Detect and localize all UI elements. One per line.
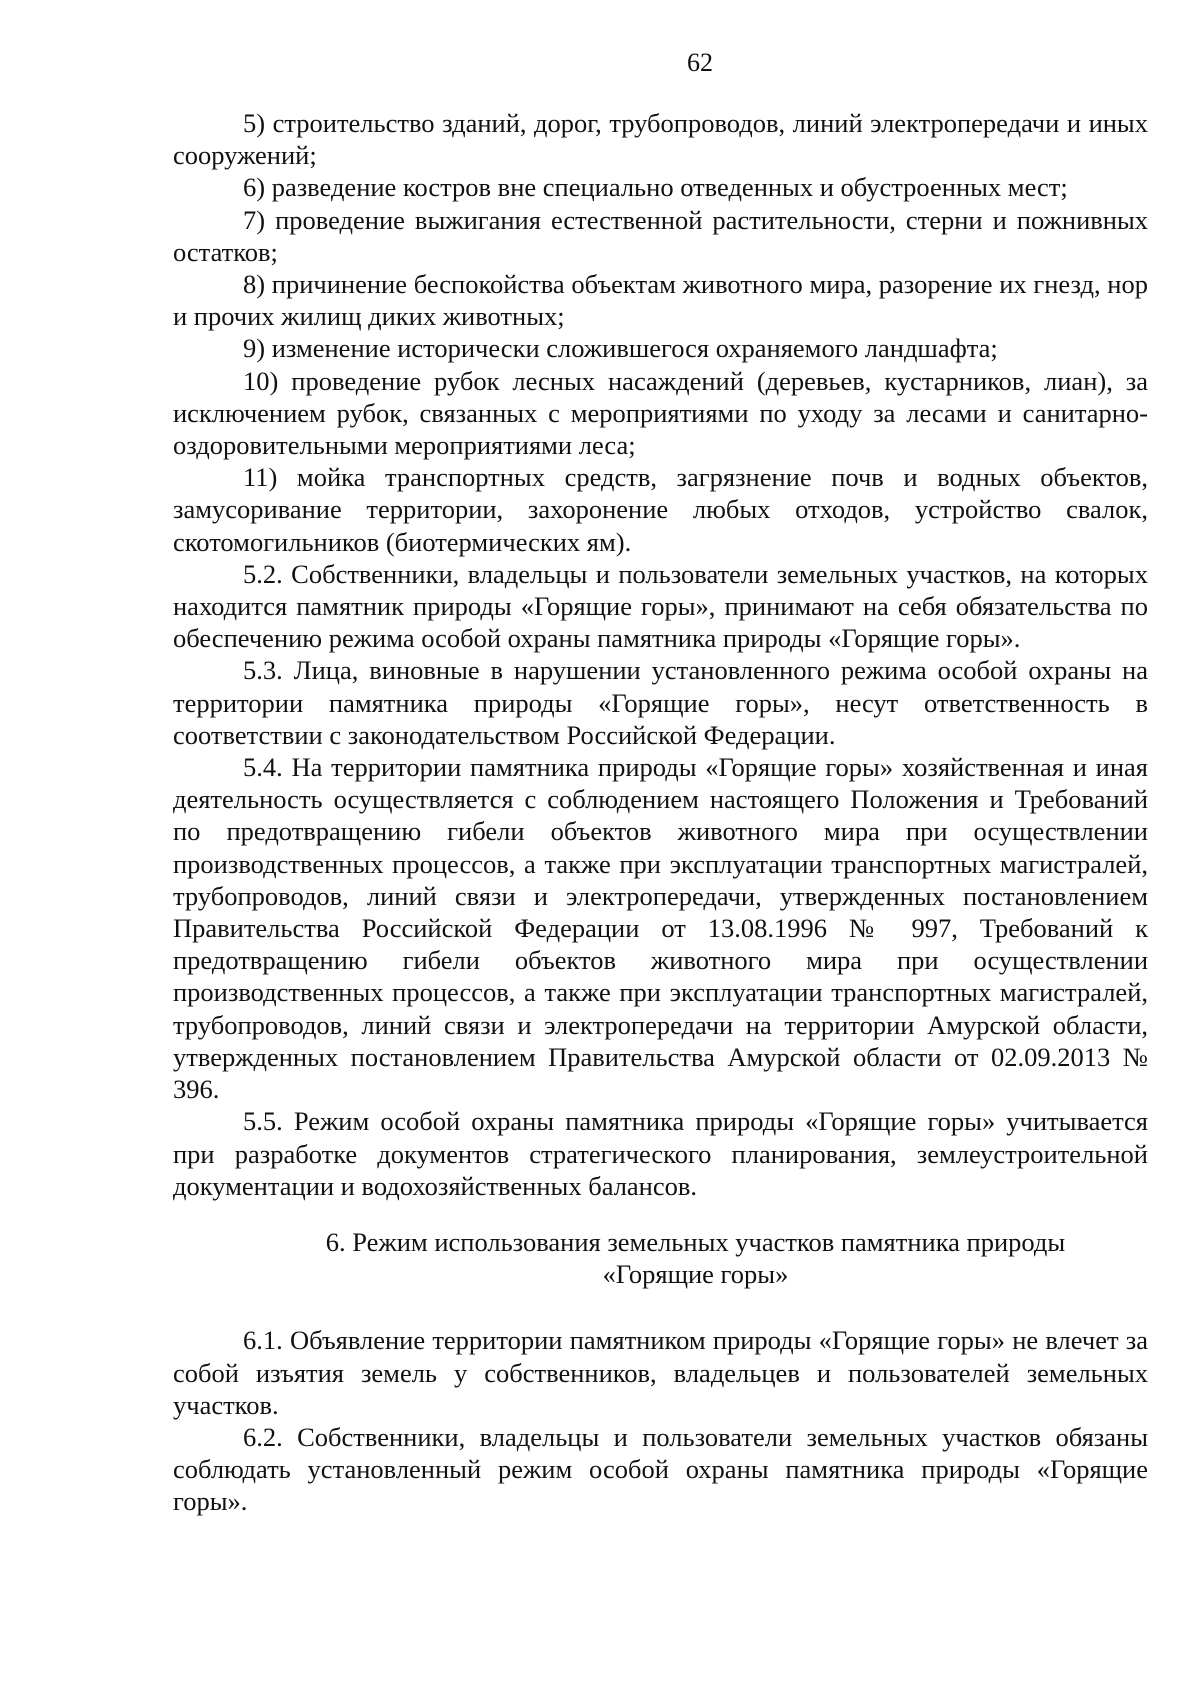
clause-5-4: 5.4. На территории памятника природы «Горящие горы» хозяйственная и иная деятельность осуществляется с соблюдением настоящего Положения и Требований по предотвращению гибели объектов животного мира при осуществлении производственных процессов, а также при эксплуатации транспортных магистралей, трубопроводов, линий связи и электропередачи, утвержденных постановлением Правительства Российской Федерации от 13.08.1996 № 997, Требований к предотвращению гибели объектов животного мира при осуществлении производственных процессов, а также при эксплуатации транспортных магистралей, трубопроводов, линий связи и электропередачи на территории Амурской области, утвержденных постановлением Правительства Амурской области от 02.09.2013 № 396. [173, 752, 1148, 1105]
clause-6-1: 6.1. Объявление территории памятником природы «Горящие горы» не влечет за собой изъятия земель у собственников, владельцев и пользователей земельных участков. [173, 1325, 1148, 1420]
section-heading-line-1: 6. Режим использования земельных участков памятника природы [325, 1226, 1066, 1257]
list-item-5: 5) строительство зданий, дорог, трубопроводов, линий электропередачи и иных сооружений; [173, 108, 1148, 171]
list-item-9: 9) изменение исторически сложившегося охраняемого ландшафта; [243, 333, 998, 364]
clause-6-2: 6.2. Собственники, владельцы и пользователи земельных участков обязаны соблюдать установленный режим особой охраны памятника природы «Горящие горы». [173, 1421, 1148, 1517]
section-heading-line-2: «Горящие горы» [602, 1259, 789, 1290]
heading-spacer [173, 1290, 1148, 1324]
page-number: 62 [687, 48, 713, 77]
clause-5-3: 5.3. Лица, виновные в нарушении установленного режима особой охраны на территории памятника природы «Горящие горы», несут ответственность в соответствии с законодательством Российской Федерации. [173, 655, 1148, 750]
clause-5-2: 5.2. Собственники, владельцы и пользователи земельных участков, на которых находится памятник природы «Горящие горы», принимают на себя обязательства по обеспечению режима особой охраны памятника природы «Горящие горы». [173, 558, 1148, 654]
list-item-6: 6) разведение костров вне специально отведенных и обустроенных мест; [243, 172, 1068, 203]
document-body [173, 107, 1148, 1518]
section-heading [173, 1226, 1148, 1290]
list-item-10: 10) проведение рубок лесных насаждений (деревьев, кустарников, лиан), за исключением рубок, связанных с мероприятиями по уходу за лесами и санитарно-оздоровительными мероприятиями леса; [173, 365, 1148, 461]
list-item-8: 8) причинение беспокойства объектам животного мира, разорение их гнезд, нор и прочих жилищ диких животных; [173, 269, 1148, 332]
clause-5-5: 5.5. Режим особой охраны памятника природы «Горящие горы» учитывается при разработке документов стратегического планирования, землеустроительной документации и водохозяйственных балансов. [173, 1106, 1148, 1201]
list-item-11: 11) мойка транспортных средств, загрязнение почв и водных объектов, замусоривание территории, захоронение любых отходов, устройство свалок, скотомогильников (биотермических ям). [173, 462, 1148, 557]
list-item-7: 7) проведение выжигания естественной растительности, стерни и пожнивных остатков; [173, 204, 1148, 267]
